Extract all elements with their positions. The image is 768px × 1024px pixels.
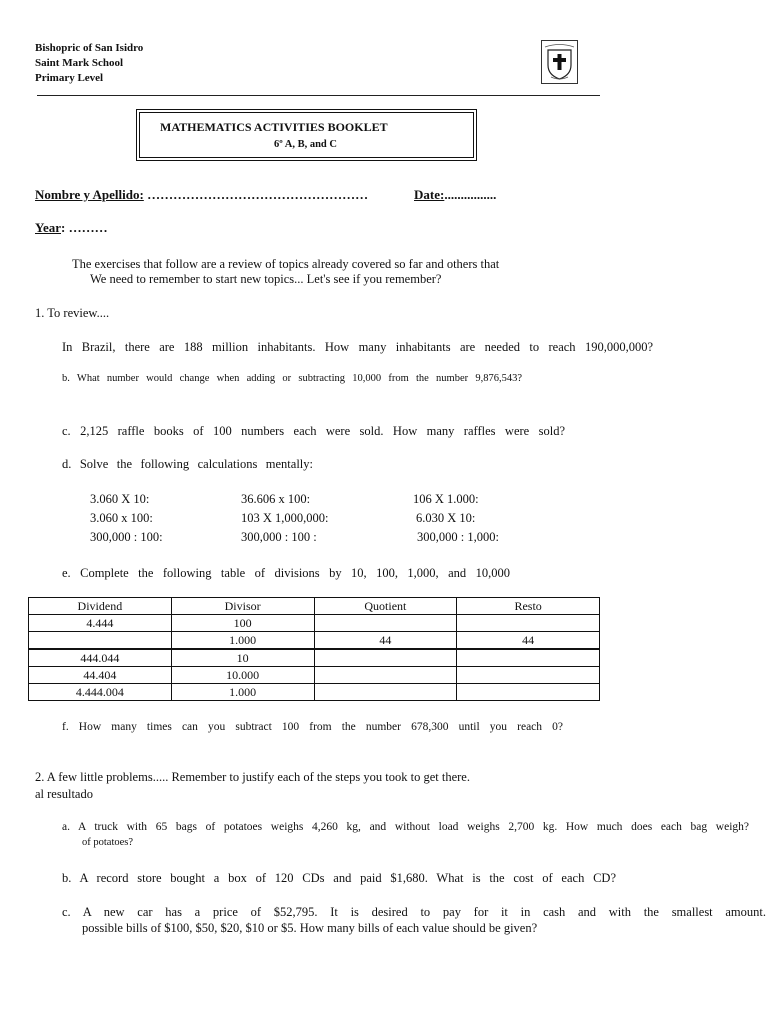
table-row bbox=[29, 684, 600, 701]
table-cell bbox=[457, 615, 600, 632]
table-cell bbox=[457, 684, 600, 701]
question-2c: c. A new car has a price of $52,795. It is desired to pay for it in cash and with the smallest amount. bbox=[62, 905, 766, 919]
question-1b: b. What number would change when adding or subtracting 10,000 from the number 9,876,543? bbox=[62, 373, 522, 384]
table-header-cell: Quotient bbox=[314, 598, 457, 615]
table-cell: 1.000 bbox=[171, 684, 314, 701]
table-row bbox=[29, 615, 600, 632]
calc-r3-c2: 300,000 : 100 : bbox=[241, 530, 317, 544]
table-cell bbox=[457, 667, 600, 684]
name-label: Nombre y Apellido: bbox=[35, 187, 144, 202]
table-cell bbox=[314, 615, 457, 632]
school-crest-icon bbox=[541, 40, 578, 84]
year-field bbox=[35, 220, 108, 236]
table-row bbox=[29, 667, 600, 684]
question-1e: e. Complete the following table of divisions by 10, 100, 1,000, and 10,000 bbox=[62, 566, 510, 580]
calc-r1-c1: 3.060 X 10: bbox=[90, 492, 150, 506]
question-2c-cont: possible bills of $100, $50, $20, $10 or $5. How many bills of each value should be given? bbox=[82, 921, 538, 935]
calc-r3-c1: 300,000 : 100: bbox=[90, 530, 163, 544]
name-field bbox=[35, 187, 368, 203]
question-1f: f. How many times can you subtract 100 from the number 678,300 until you reach 0? bbox=[62, 721, 563, 733]
table-cell: 44.404 bbox=[29, 667, 172, 684]
table-header-cell: Resto bbox=[457, 598, 600, 615]
division-table bbox=[28, 597, 600, 701]
section1-heading: 1. To review.... bbox=[35, 306, 110, 320]
question-1d: d. Solve the following calculations mentally: bbox=[62, 457, 313, 471]
question-2b: b. A record store bought a box of 120 CDs and paid $1,680. What is the cost of each CD? bbox=[62, 871, 616, 885]
name-blank: …………………………………………… bbox=[147, 187, 369, 202]
date-blank: ................ bbox=[444, 187, 497, 202]
question-1c: c. 2,125 raffle books of 100 numbers each were sold. How many raffles were sold? bbox=[62, 424, 565, 438]
diocese-name: Bishopric of San Isidro bbox=[35, 42, 144, 54]
table-cell: 444.044 bbox=[29, 649, 172, 667]
table-cell: 44 bbox=[314, 632, 457, 650]
booklet-subtitle: 6º A, B, and C bbox=[274, 139, 337, 150]
calc-r3-c3: 300,000 : 1,000: bbox=[417, 530, 499, 544]
question-1a: In Brazil, there are 188 million inhabitants. How many inhabitants are needed to reach 190,000,000? bbox=[62, 340, 653, 354]
calc-r2-c3: 6.030 X 10: bbox=[416, 511, 476, 525]
calc-r2-c2: 103 X 1,000,000: bbox=[241, 511, 329, 525]
booklet-title: MATHEMATICS ACTIVITIES BOOKLET bbox=[160, 120, 388, 134]
level-name: Primary Level bbox=[35, 72, 104, 84]
title-box bbox=[136, 109, 477, 161]
intro-line-2: We need to remember to start new topics... Let's see if you remember? bbox=[90, 272, 442, 286]
question-2a-cont: of potatoes? bbox=[82, 837, 134, 848]
table-cell: 4.444 bbox=[29, 615, 172, 632]
table-cell: 10.000 bbox=[171, 667, 314, 684]
header-divider bbox=[37, 95, 600, 96]
table-header-cell: Dividend bbox=[29, 598, 172, 615]
calc-r1-c3: 106 X 1.000: bbox=[413, 492, 479, 506]
calc-r2-c1: 3.060 x 100: bbox=[90, 511, 153, 525]
table-row bbox=[29, 649, 600, 667]
intro-line-1 bbox=[72, 257, 499, 272]
table-cell bbox=[314, 684, 457, 701]
date-label: Date: bbox=[414, 187, 445, 202]
table-header-cell: Divisor bbox=[171, 598, 314, 615]
table-header-row bbox=[29, 598, 600, 615]
table-cell bbox=[314, 649, 457, 667]
date-field bbox=[414, 187, 496, 203]
table-cell bbox=[314, 667, 457, 684]
table-cell: 10 bbox=[171, 649, 314, 667]
school-name: Saint Mark School bbox=[35, 57, 124, 69]
table-cell bbox=[29, 632, 172, 650]
table-cell: 4.444.004 bbox=[29, 684, 172, 701]
calc-r1-c2: 36.606 x 100: bbox=[241, 492, 311, 506]
table-cell: 1.000 bbox=[171, 632, 314, 650]
year-label: Year bbox=[35, 220, 61, 235]
year-blank: : ……… bbox=[61, 220, 108, 235]
intro-text-1: The exercises that follow are a review of topics already covered so far and others that bbox=[72, 257, 500, 271]
table-row bbox=[29, 632, 600, 650]
table-cell: 44 bbox=[457, 632, 600, 650]
question-2a: a. A truck with 65 bags of potatoes weighs 4,260 kg, and without load weighs 2,700 kg. How much does each bag weigh? bbox=[62, 821, 749, 833]
table-cell: 100 bbox=[171, 615, 314, 632]
table-cell bbox=[457, 649, 600, 667]
section2-heading-cont: al resultado bbox=[35, 787, 93, 801]
section2-heading: 2. A few little problems..... Remember to justify each of the steps you took to get there. bbox=[35, 770, 470, 784]
